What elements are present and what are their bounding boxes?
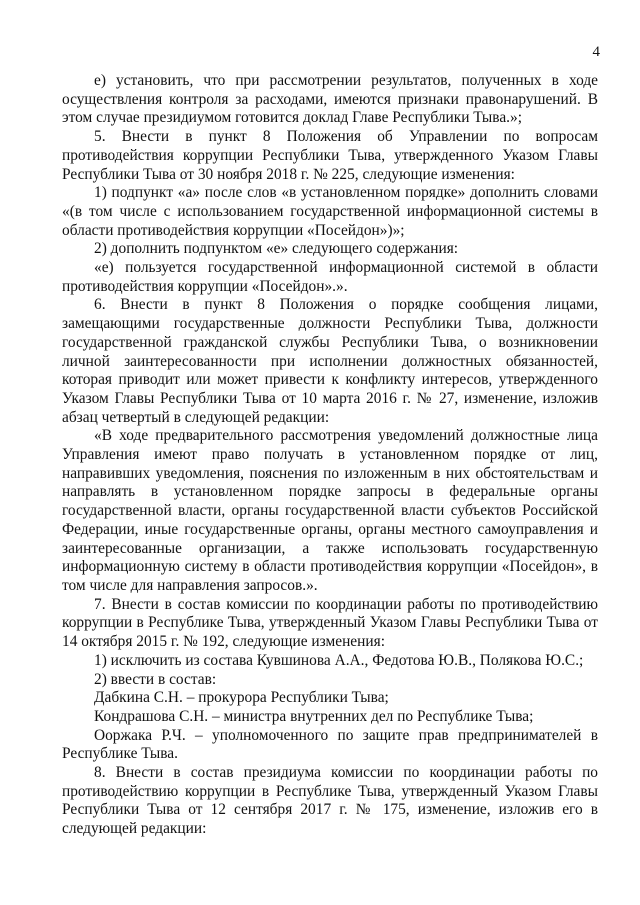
paragraph-item-5-sub-e: «е) пользуется государственной информационной системой в области противодействия коррупции «Посейдон».».: [62, 259, 598, 295]
paragraph-member-3: Ооржака Р.Ч. – уполномоченного по защите прав предпринимателей в Республике Тыва.: [62, 726, 598, 763]
paragraph-e-clause: е) установить, что при рассмотрении результатов, полученных в ходе осуществления контроля за расходами, имеются признаки правонарушений. В этом случае президиумом готовится доклад Главе Республики Тыва.»;: [62, 72, 598, 127]
paragraph-item-6-quote: «В ходе предварительного рассмотрения уведомлений должностные лица Управления имеют право получать в установленном порядке от лиц, направивших уведомления, пояснения по изложенным в них обстоятельствам и направлять в установленном порядке запросы в федеральные органы государственной власти, органы государственной власти субъектов Российской Федерации, иные государственные органы, органы местного самоуправления и заинтересованные организации, а также использовать государственную информационную систему в области противодействия коррупции «Посейдон», в том числе для направления запросов.».: [62, 427, 598, 594]
paragraph-item-7: 7. Внести в состав комиссии по координации работы по противодействию коррупции в Республике Тыва, утвержденный Указом Главы Республики Тыва от 14 октября 2015 г. № 192, следующие изменения:: [62, 595, 598, 651]
paragraph-member-1: Дабкина С.Н. – прокурора Республики Тыва;: [94, 689, 389, 707]
paragraph-item-6: 6. Внести в пункт 8 Положения о порядке сообщения лицами, замещающими государственные должности Республики Тыва, должности государственной гражданской службы Республики Тыва, о возникновении личной заинтересованности при исполнении должностных обязанностей, которая приводит или может привести к конфликту интересов, утвержденного Указом Главы Республики Тыва от 10 марта 2016 г. № 27, изменение, изложив абзац четвертый в следующей редакции:: [62, 296, 598, 426]
paragraph-item-7-sub-1: 1) исключить из состава Кувшинова А.А., Федотова Ю.В., Полякова Ю.С.;: [94, 651, 584, 669]
paragraph-member-2: Кондрашова С.Н. – министра внутренних дел по Республике Тыва;: [94, 707, 534, 725]
paragraph-item-5: 5. Внести в пункт 8 Положения об Управлении по вопросам противодействия коррупции Республики Тыва, утвержденного Указом Главы Республики Тыва от 30 ноября 2018 г. № 225, следующие изменения:: [62, 128, 598, 183]
paragraph-item-5-sub-1: 1) подпункт «а» после слов «в установленном порядке» дополнить словами «(в том числе с использованием государственной информационной системы в области противодействия коррупции «Посейдон»)»;: [62, 184, 598, 239]
paragraph-item-8: 8. Внести в состав президиума комиссии по координации работы по противодействию коррупции в Республике Тыва, утвержденный Указом Главы Республики Тыва от 12 сентября 2017 г. № 175, изменение, изложив его в следующей редакции:: [62, 764, 598, 838]
document-body: [62, 72, 598, 839]
page-number: 4: [592, 44, 600, 60]
paragraph-item-7-sub-2: 2) ввести в состав:: [94, 670, 217, 688]
paragraph-item-5-sub-2: 2) дополнить подпунктом «е» следующего содержания:: [94, 240, 459, 258]
